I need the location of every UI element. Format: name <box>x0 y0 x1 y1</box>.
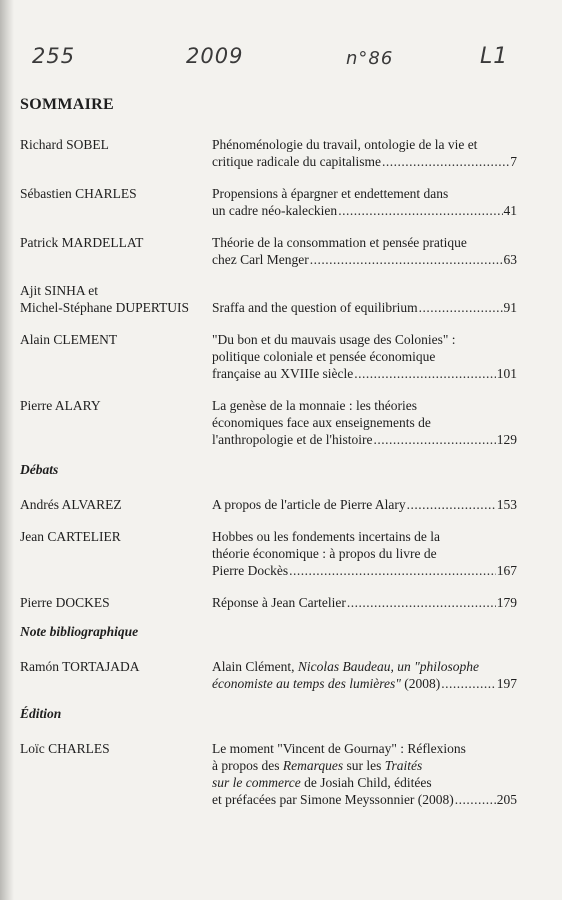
author: Loïc CHARLES <box>20 741 110 756</box>
section-heading-edition: Édition <box>20 706 62 721</box>
entry-title-line: Le moment "Vincent de Gournay" : Réflexions <box>212 741 466 756</box>
author: Ramón TORTAJADA <box>20 659 140 674</box>
author: Ajit SINHA et <box>20 283 99 298</box>
leader-dots <box>407 496 496 513</box>
entry-title-line: "Du bon et du mauvais usage des Colonies" : <box>212 332 456 347</box>
entry-title-line: et préfacées par Simone Meyssonnier (2008) <box>212 792 454 807</box>
entry-title-line: à propos des Remarques sur les Traités <box>212 758 423 773</box>
entry-title-line: théorie économique : à propos du livre de <box>212 546 437 561</box>
entry-title-line: Pierre Dockès <box>212 563 289 578</box>
entry-title-line: Hobbes ou les fondements incertains de la <box>212 529 440 544</box>
entry-title-line: l'anthropologie et de l'histoire <box>212 432 373 447</box>
author: Andrés ALVAREZ <box>20 497 122 512</box>
entry-title-line: économiques face aux enseignements de <box>212 415 431 430</box>
toc-entry[interactable] <box>212 740 517 808</box>
toc-entry[interactable] <box>212 299 517 316</box>
leader-dots <box>441 675 495 692</box>
page-number: 167 <box>496 563 517 578</box>
entry-title-line: Alain Clément, Nicolas Baudeau, un "philosophe <box>212 659 480 674</box>
entry-title-line: sur le commerce de Josiah Child, éditées <box>212 775 432 790</box>
page-number: 205 <box>496 792 517 807</box>
page-number: 129 <box>496 432 517 447</box>
entry-title-line: La genèse de la monnaie : les théories <box>212 398 418 413</box>
toc-entry[interactable] <box>212 185 517 219</box>
page-number: 7 <box>510 154 517 169</box>
toc-entry[interactable] <box>212 234 517 268</box>
author: Sébastien CHARLES <box>20 186 137 201</box>
entry-title-line: Réponse à Jean Cartelier <box>212 595 346 610</box>
author: Richard SOBEL <box>20 137 109 152</box>
page-number: 91 <box>503 300 517 315</box>
leader-dots <box>455 791 496 808</box>
entry-title-line: A propos de l'article de Pierre Alary <box>212 497 406 512</box>
entry-title-line: Sraffa and the question of equilibrium <box>212 300 418 315</box>
toc-entry[interactable] <box>212 331 517 382</box>
entry-title-line: Théorie de la consommation et pensée pratique <box>212 235 467 250</box>
page-number: 101 <box>496 366 517 381</box>
author: Alain CLEMENT <box>20 332 118 347</box>
handwritten-year: 2009 <box>186 44 244 68</box>
author-group <box>20 282 210 316</box>
handwritten-note: 255 <box>32 44 76 68</box>
leader-dots <box>289 562 496 579</box>
entry-title-line: chez Carl Menger <box>212 252 309 267</box>
page-title: SOMMAIRE <box>20 96 114 113</box>
author: Pierre ALARY <box>20 398 101 413</box>
author: Jean CARTELIER <box>20 529 121 544</box>
toc-entry[interactable] <box>212 136 517 170</box>
handwritten-issue: n°86 <box>346 48 394 69</box>
entry-title-line: française au XVIIIe siècle <box>212 366 354 381</box>
section-heading-debats: Débats <box>20 462 59 477</box>
leader-dots <box>373 431 495 448</box>
leader-dots <box>347 594 496 611</box>
page-number: 41 <box>503 203 517 218</box>
page-number: 179 <box>496 595 517 610</box>
entry-title-line: économiste au temps des lumières" (2008) <box>212 676 441 691</box>
entry-title-line: Phénoménologie du travail, ontologie de la vie et <box>212 137 478 152</box>
section-heading-note-bibliographique: Note bibliographique <box>20 624 139 639</box>
leader-dots <box>382 153 509 170</box>
entry-title-line: critique radicale du capitalisme <box>212 154 382 169</box>
toc-entry[interactable] <box>212 397 517 448</box>
toc-entry[interactable] <box>212 594 517 611</box>
entry-title-line: un cadre néo-kaleckien <box>212 203 338 218</box>
leader-dots <box>310 251 503 268</box>
author: Michel-Stéphane DUPERTUIS <box>20 300 190 315</box>
page-number: 197 <box>496 676 517 691</box>
leader-dots <box>338 202 502 219</box>
author: Patrick MARDELLAT <box>20 235 144 250</box>
handwritten-code: L1 <box>480 44 509 69</box>
page-gutter-shadow <box>0 0 14 900</box>
page-number: 153 <box>496 497 517 512</box>
author: Pierre DOCKES <box>20 595 110 610</box>
entry-title-line: politique coloniale et pensée économique <box>212 349 436 364</box>
toc-entry[interactable] <box>212 528 517 579</box>
leader-dots <box>354 365 495 382</box>
entry-title-line: Propensions à épargner et endettement dans <box>212 186 449 201</box>
toc-entry[interactable] <box>212 496 517 513</box>
toc-entry[interactable] <box>212 658 517 692</box>
page-number: 63 <box>503 252 517 267</box>
leader-dots <box>419 299 503 316</box>
